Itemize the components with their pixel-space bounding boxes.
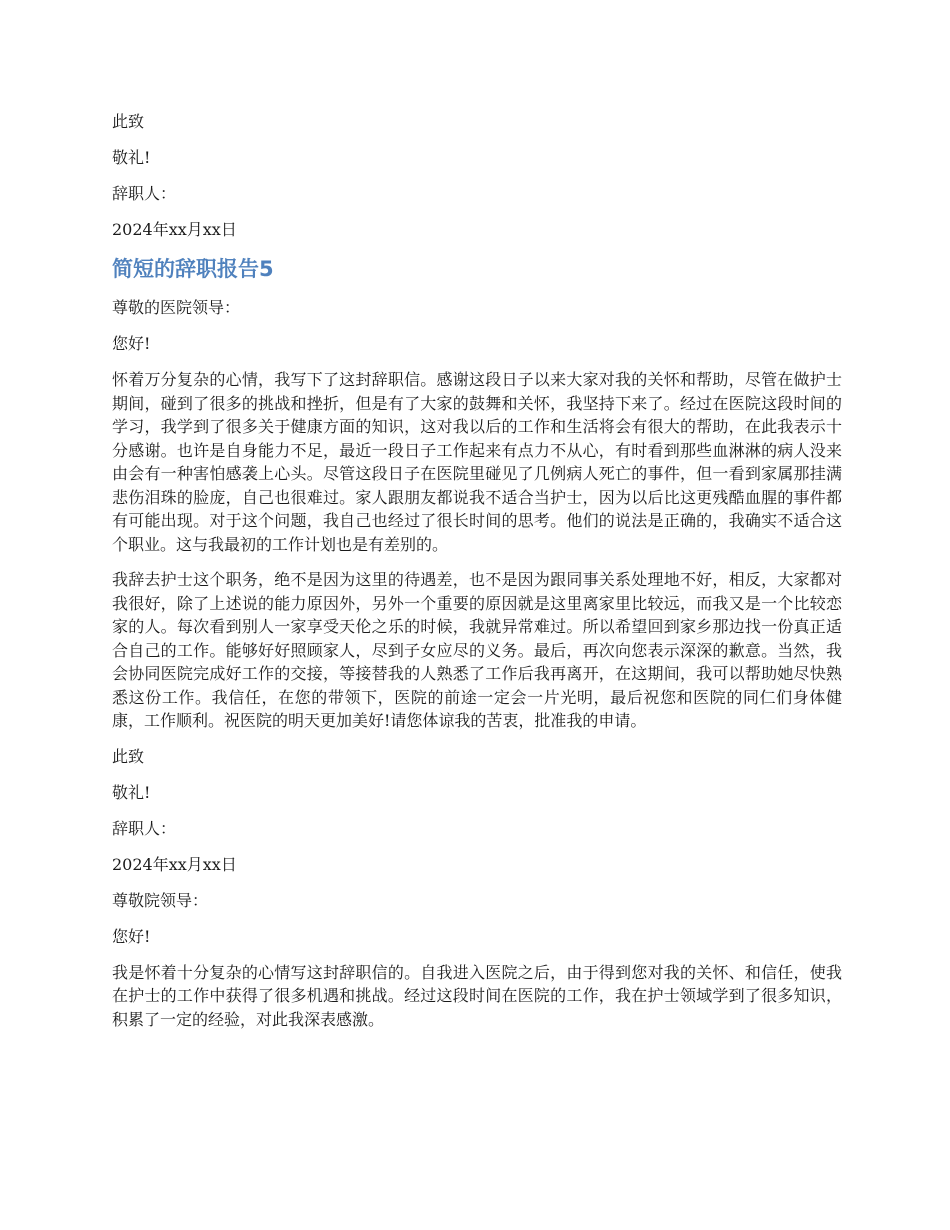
body-paragraph: 我辞去护士这个职务，绝不是因为这里的待遇差，也不是因为跟同事关系处理地不好，相反，大家都对我很好，除了上述说的能力原因外，另外一个重要的原因就是这里离家里比较远，而我又是一个比较恋家的人。每次看到别人一家享受天伦之乐的时候，我就异常难过。所以希望回到家乡那边找一份真正适合自己的工作。能够好好照顾家人，尽到子女应尽的义务。最后，再次向您表示深深的歉意。当然，我会协同医院完成好工作的交接，等接替我的人熟悉了工作后我再离开，在这期间，我可以帮助她尽快熟悉这份工作。我信任，在您的带领下，医院的前途一定会一片光明，最后祝您和医院的同仁们身体健康，工作顺利。祝医院的明天更加美好!请您体谅我的苦衷，批准我的申请。 <box>112 570 842 730</box>
signature-label: 辞职人： <box>112 184 177 203</box>
letter-date: 2024年xx月xx日 <box>112 854 237 874</box>
closing-salutation: 此致 <box>112 112 145 131</box>
body-paragraph: 我是怀着十分复杂的心情写这封辞职信的。自我进入医院之后，由于得到您对我的关怀、和信任，使我在护士的工作中获得了很多机遇和挑战。经过这段时间在医院的工作，我在护士领域学到了很多知识，积累了一定的经验，对此我深表感激。 <box>112 962 842 1029</box>
document-page <box>112 110 842 1043</box>
greeting: 您好! <box>112 334 151 353</box>
closing-respect: 敬礼! <box>112 782 151 802</box>
section-heading: 简短的辞职报告5 <box>112 257 274 281</box>
addressee: 尊敬院领导： <box>112 890 209 910</box>
letter-date: 2024年xx月xx日 <box>112 220 237 239</box>
closing-salutation: 此致 <box>112 746 145 766</box>
signature-label: 辞职人： <box>112 818 177 838</box>
body-paragraph: 怀着万分复杂的心情，我写下了这封辞职信。感谢这段日子以来大家对我的关怀和帮助，尽管在做护士期间，碰到了很多的挑战和挫折，但是有了大家的鼓舞和关怀，我坚持下来了。经过在医院这段时间的学习，我学到了很多关于健康方面的知识，这对我以后的工作和生活将会有很大的帮助，在此我表示十分感谢。也许是自身能力不足，最近一段日子工作起来有点力不从心，有时看到那些血淋淋的病人没来由会有一种害怕感袭上心头。尽管这段日子在医院里碰见了几例病人死亡的事件，但一看到家属那挂满悲伤泪珠的脸庞，自己也很难过。家人跟朋友都说我不适合当护士，因为以后比这更残酷血腥的事件都有可能出现。对于这个问题，我自己也经过了很长时间的思考。他们的说法是正确的，我确实不适合这个职业。这与我最初的工作计划也是有差别的。 <box>112 370 842 554</box>
addressee: 尊敬的医院领导： <box>112 298 241 317</box>
closing-respect: 敬礼! <box>112 148 151 167</box>
greeting: 您好! <box>112 926 151 946</box>
